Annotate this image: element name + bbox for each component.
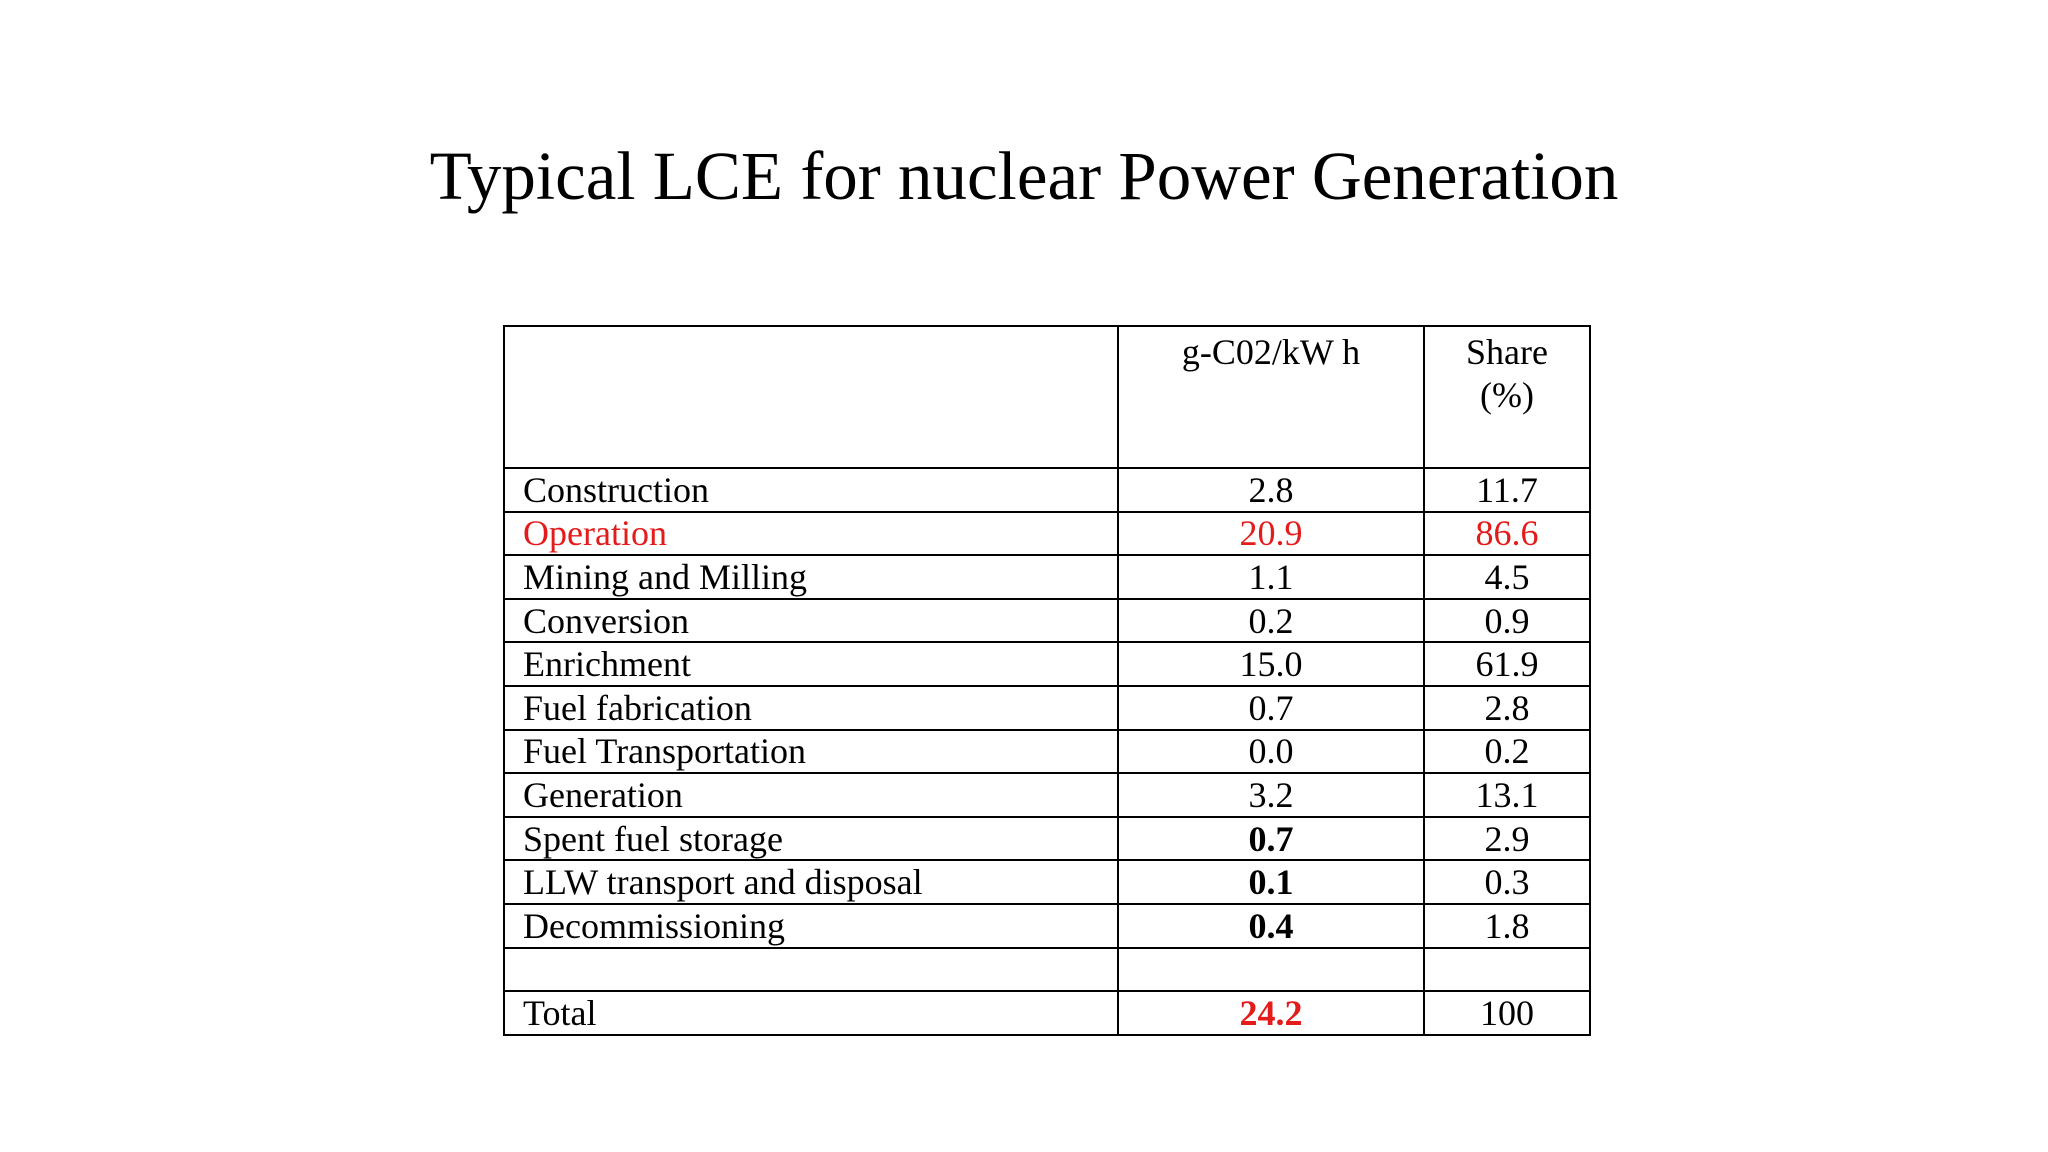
row-share: 0.3	[1424, 860, 1590, 904]
header-label-cell	[504, 326, 1118, 468]
row-emissions: 15.0	[1118, 642, 1424, 686]
table-row-empty	[504, 948, 1590, 992]
row-label: Operation	[504, 512, 1118, 556]
row-emissions: 0.0	[1118, 730, 1424, 774]
row-label: Fuel Transportation	[504, 730, 1118, 774]
row-label: Construction	[504, 468, 1118, 512]
table-row-total	[504, 991, 1590, 1035]
header-emissions-cell	[1118, 326, 1424, 468]
table-row	[504, 468, 1590, 512]
table-row	[504, 555, 1590, 599]
total-label: Total	[504, 991, 1118, 1035]
lce-table	[503, 325, 1591, 1036]
row-emissions: 1.1	[1118, 555, 1424, 599]
row-emissions: 0.2	[1118, 599, 1424, 643]
row-emissions	[1118, 948, 1424, 992]
row-share: 61.9	[1424, 642, 1590, 686]
table-row	[504, 860, 1590, 904]
row-share: 86.6	[1424, 512, 1590, 556]
table-row	[504, 686, 1590, 730]
row-share: 13.1	[1424, 773, 1590, 817]
table-row	[504, 817, 1590, 861]
row-share: 1.8	[1424, 904, 1590, 948]
row-share: 2.9	[1424, 817, 1590, 861]
row-share: 0.2	[1424, 730, 1590, 774]
header-share-line1: Share	[1466, 332, 1548, 372]
row-emissions: 0.7	[1118, 817, 1424, 861]
row-label: Enrichment	[504, 642, 1118, 686]
row-emissions: 0.1	[1118, 860, 1424, 904]
row-label: Generation	[504, 773, 1118, 817]
header-share-cell	[1424, 326, 1590, 468]
row-emissions: 2.8	[1118, 468, 1424, 512]
table-row	[504, 642, 1590, 686]
total-emissions: 24.2	[1118, 991, 1424, 1035]
table-header-row	[504, 326, 1590, 468]
row-emissions: 3.2	[1118, 773, 1424, 817]
row-label	[504, 948, 1118, 992]
row-share: 4.5	[1424, 555, 1590, 599]
row-emissions: 20.9	[1118, 512, 1424, 556]
row-emissions: 0.4	[1118, 904, 1424, 948]
row-share: 11.7	[1424, 468, 1590, 512]
row-emissions: 0.7	[1118, 686, 1424, 730]
table-row	[504, 730, 1590, 774]
table-row	[504, 773, 1590, 817]
row-share	[1424, 948, 1590, 992]
table-row	[504, 904, 1590, 948]
row-label: Conversion	[504, 599, 1118, 643]
header-emissions-text: g-C02/kW h	[1181, 332, 1361, 372]
row-label: LLW transport and disposal	[504, 860, 1118, 904]
header-share-line2: (%)	[1480, 375, 1534, 415]
slide-title: Typical LCE for nuclear Power Generation	[429, 138, 1619, 214]
row-label: Fuel fabrication	[504, 686, 1118, 730]
row-share: 2.8	[1424, 686, 1590, 730]
row-label: Spent fuel storage	[504, 817, 1118, 861]
total-share: 100	[1424, 991, 1590, 1035]
row-label: Decommissioning	[504, 904, 1118, 948]
row-share: 0.9	[1424, 599, 1590, 643]
table-row	[504, 599, 1590, 643]
table-row	[504, 512, 1590, 556]
row-label: Mining and Milling	[504, 555, 1118, 599]
